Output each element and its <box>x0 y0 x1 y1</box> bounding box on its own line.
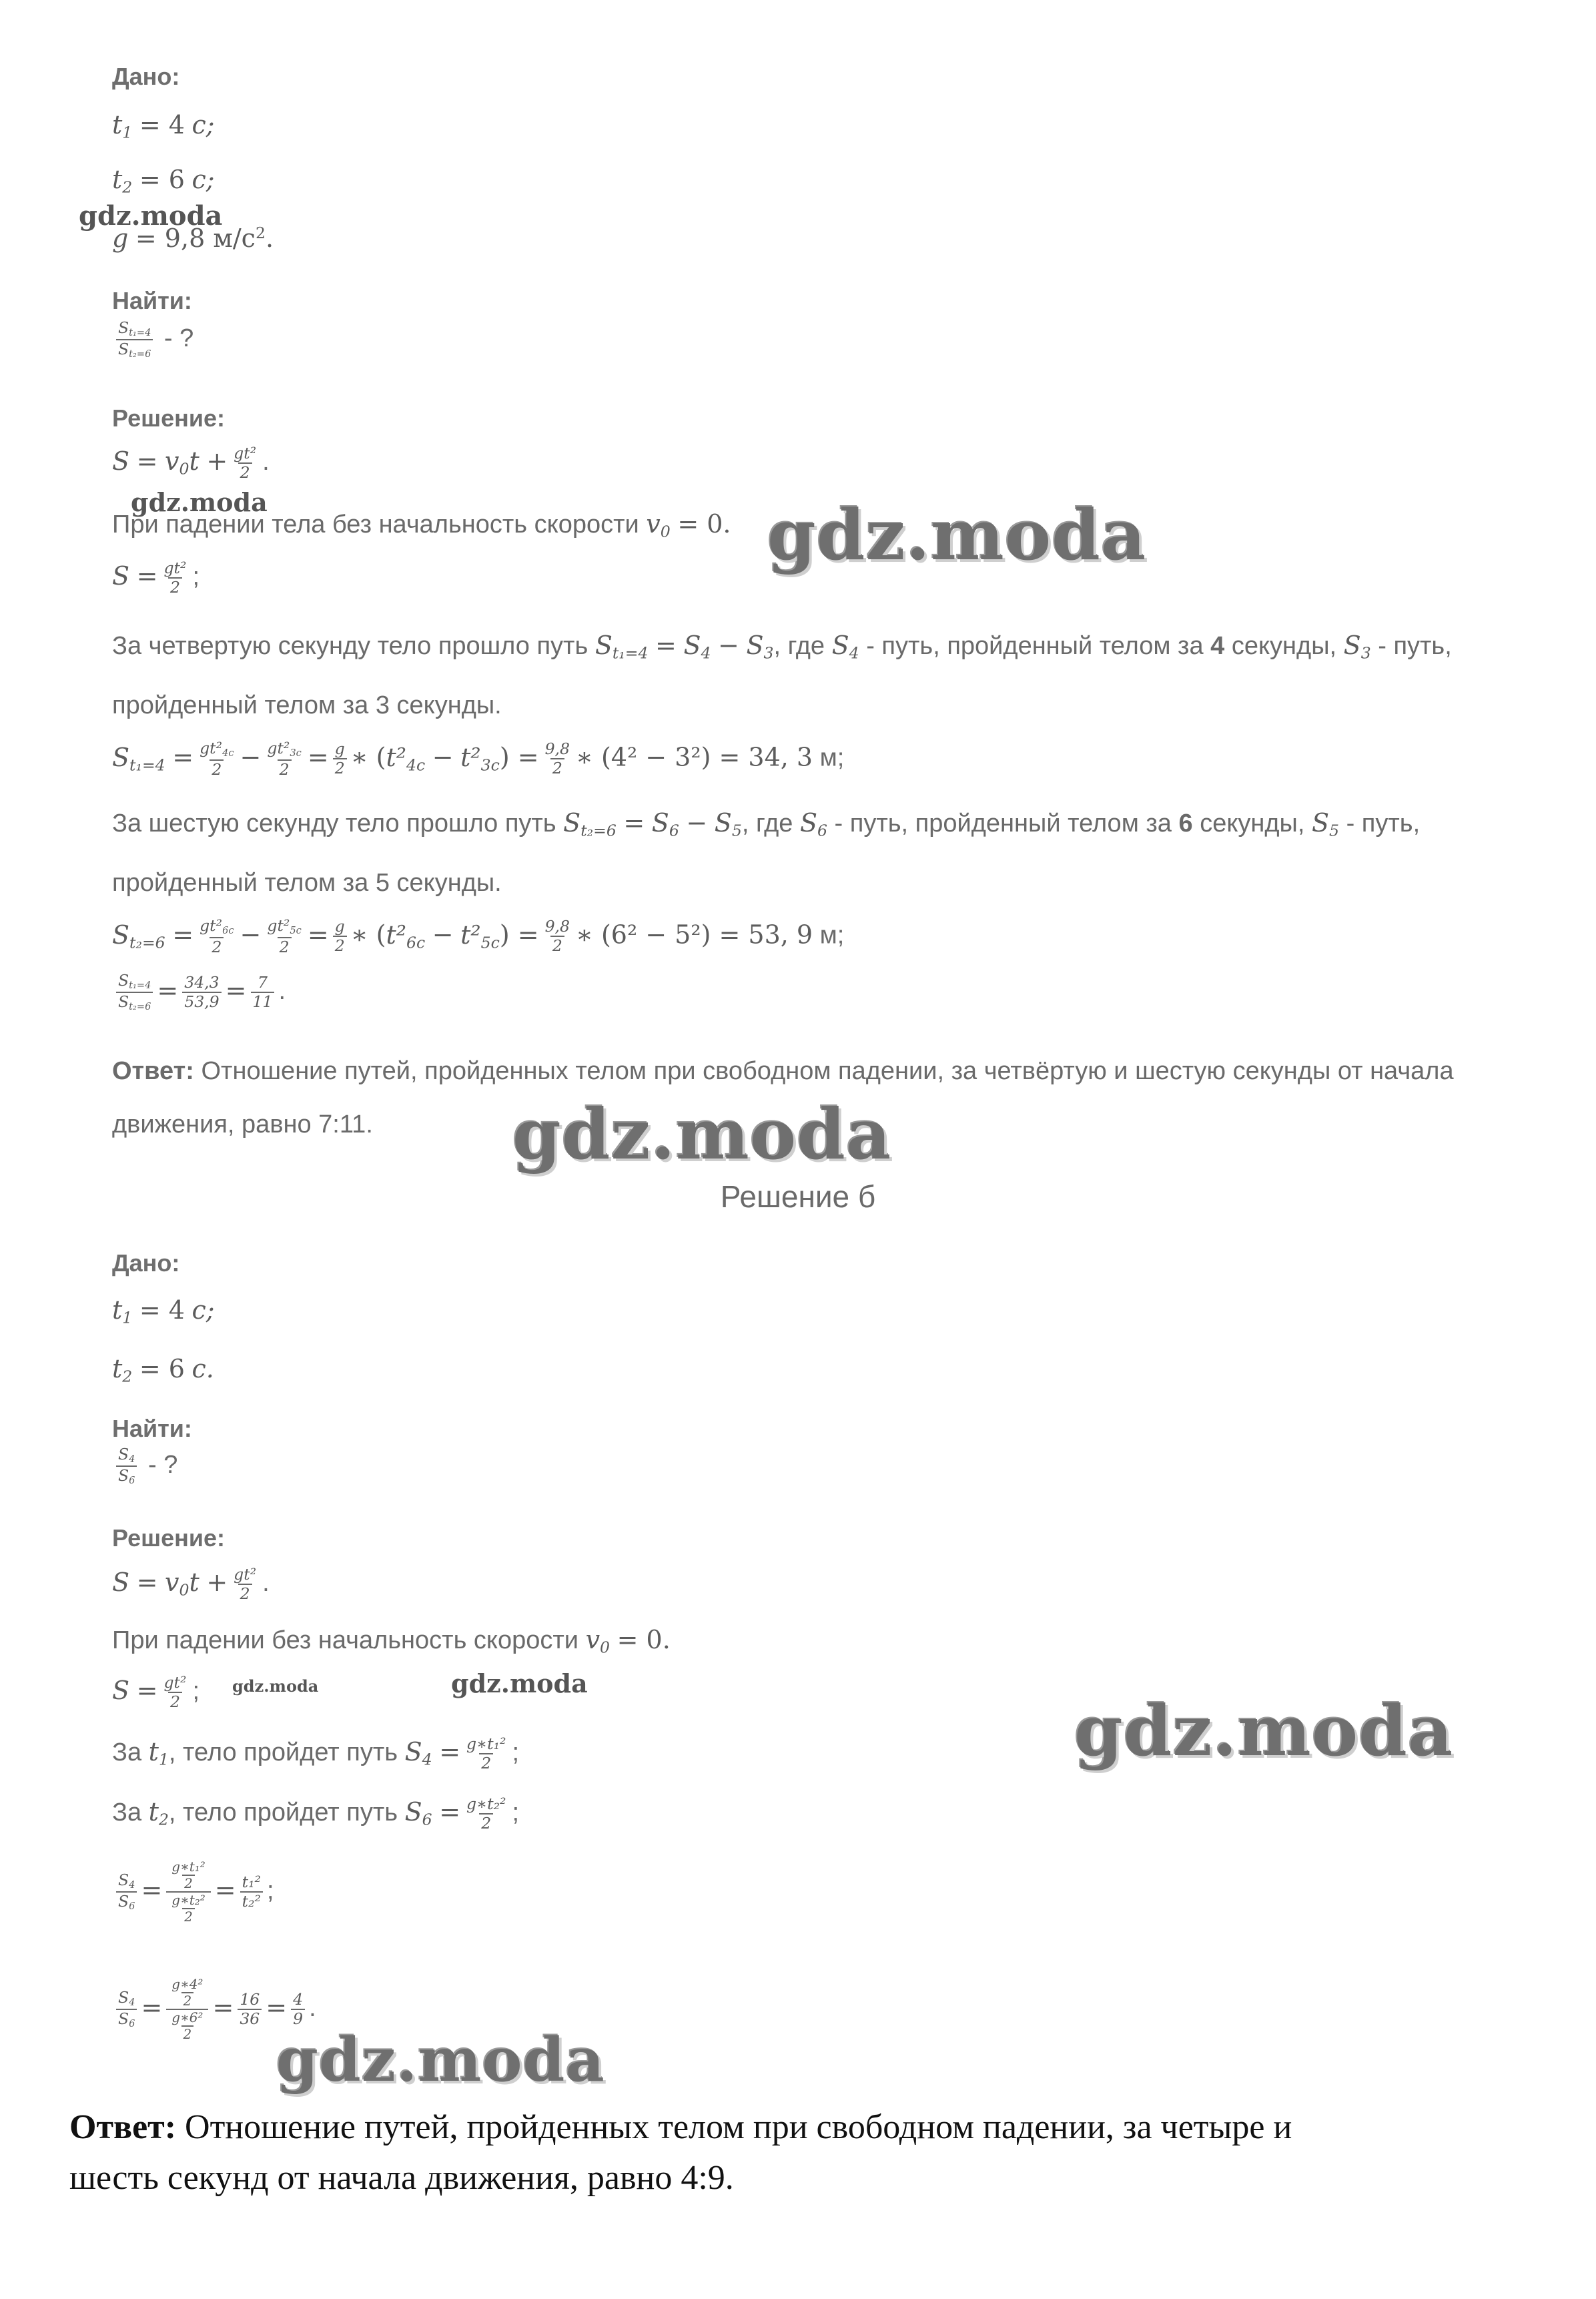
answer-b: Ответ: Отношение путей, пройденных телом при свободном падении, за четыре и <box>69 2108 1292 2146</box>
watermark-small: gdz.moda <box>79 200 223 232</box>
answer-b-label: Ответ: <box>69 2108 177 2146</box>
answer-a-2: движения, равно 7:11. <box>112 1110 373 1138</box>
solution-b-title: Решение б <box>720 1179 876 1214</box>
given-t1: $t_1 = 4$ c; <box>112 110 215 142</box>
solution-label-b: Решение: <box>112 1524 226 1552</box>
given-label-b: Дано: <box>112 1249 180 1277</box>
watermark-small: gdz.moda <box>232 1676 319 1696</box>
fourth-second-text-2: пройденный телом за 3 секунды. <box>112 691 502 719</box>
t1-text: За $t_1$, тело пройдет путь $S_4$ = $\frac{\text{g∗t₁²}}{2}$ ; <box>112 1734 520 1773</box>
solution-label: Решение: <box>112 404 226 432</box>
answer-b-2: шесть секунд от начала движения, равно 4:9. <box>69 2159 734 2197</box>
fourth-second-text: За четвертую секунду тело прошло путь $S_{t_1=4} = S_4 - S_3$, где $S_4$ - путь, пройденный телом за 4 секунды, $S_3$ - путь, <box>112 631 1452 663</box>
given-t2: $t_2 = 6$ c; <box>112 165 215 197</box>
watermark-large: gdz.moda <box>512 1093 892 1175</box>
t2-text: За $t_2$, тело пройдет путь $S_6$ = $\frac{\text{g∗t₂²}}{2}$ ; <box>112 1794 520 1833</box>
ratio-numeric: $\frac{S_4}{S_6}$ = $\frac{\frac{\text{g∗4²}}{2}}{\frac{\text{g∗6²}}{2}}$ = $\frac{16}{36}$ = $\frac{4}{9}$ . <box>112 1977 316 2042</box>
given-label: Дано: <box>112 63 180 90</box>
find-label: Найти: <box>112 287 192 314</box>
answer-a: Ответ: Отношение путей, пройденных телом при свободном падении, за четвёртую и шестую секунды от начала <box>112 1057 1454 1085</box>
no-initial-speed-b: При падении без начальность скорости $v_0 = 0$. <box>112 1625 671 1657</box>
answer-a-label: Ответ: <box>112 1057 194 1085</box>
s-simplified-b: S = $\frac{\text{gt²}}{2}$ ; <box>112 1673 200 1712</box>
ratio-calc: $\frac{S_{t_1=4}}{S_{t_2=6}}$ = $\frac{34,3}{53,9}$ = $\frac{7}{11}$ . <box>112 972 286 1013</box>
watermark-large: gdz.moda <box>276 2025 605 2095</box>
given-g: g = 9,8 $м/с^2$. <box>112 224 274 253</box>
s-simplified: S = $\frac{\text{gt²}}{2}$ ; <box>112 559 200 597</box>
given-t1-b: $t_1 = 4$ c; <box>112 1295 215 1327</box>
watermark-large: gdz.moda <box>767 494 1147 576</box>
formula: $S = v_0t$ + $\frac{\text{gt²}}{2}$ . <box>112 444 270 482</box>
find-expr: $\frac{S_{t_1=4}}{S_{t_2=6}}$ - ? <box>112 319 193 360</box>
ratio-general: $\frac{S_4}{S_6}$ = $\frac{\frac{\text{g∗t₁²}}{2}}{\frac{\text{g∗t₂²}}{2}}$ = $\frac{\text{t₁²}}{\text{t₂²}}$ ; <box>112 1859 274 1925</box>
no-initial-speed: При падении тела без начальность скорости $v_0 = 0$. <box>112 509 731 541</box>
find-expr-b: $\frac{S_4}{S_6}$ - ? <box>112 1445 177 1487</box>
fourth-calc: $S_{t_1=4}$ = $\frac{gt^2_{4c}}{2}$ − $\frac{gt^2_{3c}}{2}$ = $\frac{g}{2}$ ∗ $(t^2_{4c} - t^2_{3c})$ = $\frac{9,8}{2}$ ∗ (4² − 3²) = 34, 3 м; <box>112 739 845 779</box>
sixth-calc: $S_{t_2=6}$ = $\frac{gt^2_{6c}}{2}$ − $\frac{gt^2_{5c}}{2}$ = $\frac{g}{2}$ ∗ $(t^2_{6c} - t^2_{5c})$ = $\frac{9,8}{2}$ ∗ (6² − 5²) = 53, 9 м; <box>112 916 845 956</box>
sixth-second-text-2: пройденный телом за 5 секунды. <box>112 869 502 897</box>
watermark-large: gdz.moda <box>1074 1690 1454 1772</box>
watermark-small: gdz.moda <box>451 1668 588 1698</box>
sixth-second-text: За шестую секунду тело прошло путь $S_{t_2=6} = S_6 - S_5$, где $S_6$ - путь, пройденный телом за 6 секунды, $S_5$ - путь, <box>112 808 1421 840</box>
given-t2-b: $t_2 = 6$ c. <box>112 1354 214 1386</box>
watermark-small: gdz.moda <box>131 487 268 517</box>
find-label-b: Найти: <box>112 1415 192 1442</box>
formula-b: $S = v_0t$ + $\frac{\text{gt²}}{2}$ . <box>112 1565 270 1604</box>
